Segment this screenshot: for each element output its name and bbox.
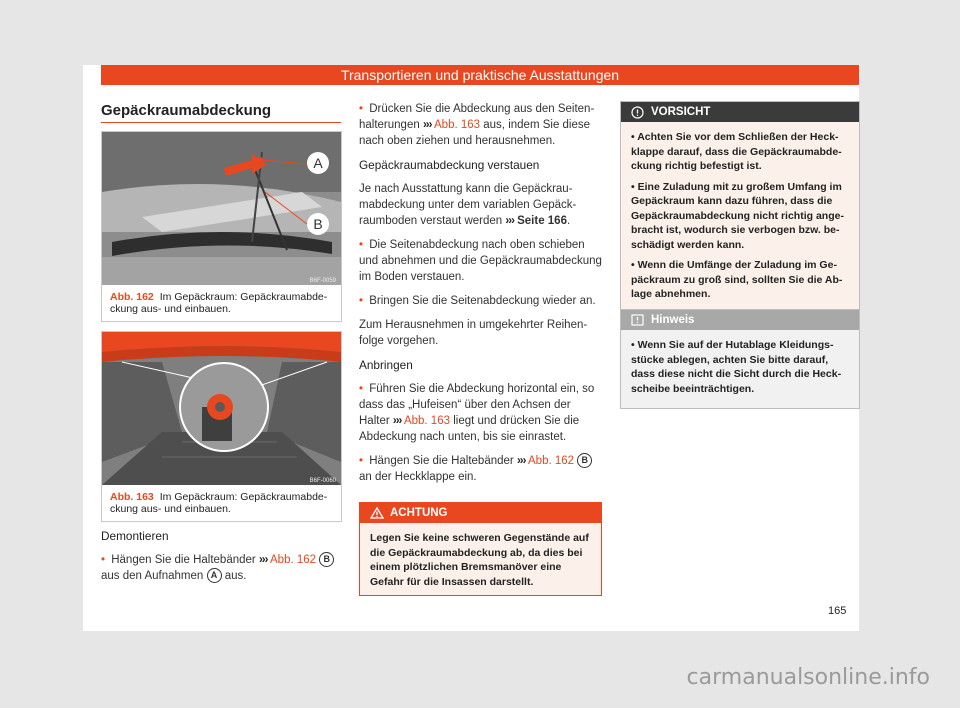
section-title: Gepäckraumabdeckung [101, 102, 272, 119]
figure-162-image [102, 132, 341, 285]
figure-link[interactable]: Abb. 163 [403, 415, 450, 427]
page-number: 165 [828, 605, 847, 617]
step-item: • Hängen Sie die Haltebänder ››› Abb. 162 B aus den Aufnahmen A aus. [101, 552, 341, 584]
caption-text: Im Gepäckraum: Gepäckraumabdeckung aus- und einbauen. [110, 491, 328, 515]
heading-demontieren: Demontieren [101, 529, 169, 543]
figure-link[interactable]: Abb. 162 [270, 554, 317, 566]
figure-163-image [102, 332, 341, 485]
step-item: • Drücken Sie die Abdeckung aus den Seitenhalterungen ››› Abb. 163 aus, indem Sie diese nach oben ziehen und herausnehmen. [359, 103, 595, 147]
step-item: • Bringen Sie die Seitenabdeckung wieder an. [359, 295, 596, 307]
heading-anbringen: Anbringen [359, 358, 413, 372]
section-rule [101, 122, 341, 123]
left-column-text [101, 528, 341, 584]
callout-a: A [313, 155, 323, 171]
heading-verstauen: Gepäckraumabdeckung verstauen [359, 158, 540, 172]
paragraph: Zum Herausnehmen in umgekehrter Reihenfolge vorgehen. [359, 319, 588, 347]
vorsicht-item: • Achten Sie vor dem Schließen der Heckklappe darauf, dass die Gepäckraumabdeckung richtig befestigt ist. [631, 131, 842, 172]
achtung-header [360, 503, 601, 523]
figure-number: Abb. 163 [110, 491, 154, 503]
marker-b: B [319, 552, 334, 567]
vorsicht-box [620, 101, 860, 315]
figure-code: B6F-0059 [309, 278, 336, 284]
middle-column-text [359, 101, 602, 493]
hinweis-header [621, 310, 859, 330]
step-item: • Die Seitenabdeckung nach oben schieben und abnehmen und die Gepäckraumabdeckung im Boden verstauen. [359, 239, 602, 283]
page-link[interactable]: Seite 166 [517, 215, 567, 227]
marker-b: B [577, 453, 592, 468]
vorsicht-header [621, 102, 859, 122]
achtung-text: Legen Sie keine schweren Gegenstände auf die Gepäckraumabdeckung ab, da dies bei einem plötzlichen Bremsmanöver eine Gefahr für die Insassen darstellt. [370, 532, 589, 588]
figure-link[interactable]: Abb. 162 [528, 455, 575, 467]
warning-icon [370, 507, 384, 519]
step-item: • Hängen Sie die Haltebänder ››› Abb. 162 B an der Heckklappe ein. [359, 453, 602, 485]
figure-link[interactable]: Abb. 163 [434, 119, 481, 131]
achtung-title: ACHTUNG [390, 507, 448, 519]
chapter-header: Transportieren und praktische Ausstattungen [101, 65, 859, 85]
figure-code: B6F-0060 [309, 478, 336, 484]
paragraph: Je nach Ausstattung kann die Gepäckraumabdeckung unter dem variablen Gepäckraumboden verstaut werden ››› Seite 166. [359, 183, 577, 227]
figure-163 [101, 331, 342, 522]
hinweis-body [621, 330, 859, 408]
hinweis-item: • Wenn Sie auf der Hutablage Kleidungsstücke ablegen, achten Sie bitte darauf, dass diese nicht die Sicht durch die Heckscheibe beeinträchtigen. [631, 339, 842, 395]
vorsicht-title: VORSICHT [651, 106, 711, 118]
figure-number: Abb. 162 [110, 291, 154, 303]
vorsicht-item: • Wenn die Umfänge der Zuladung im Gepäckraum zu groß sind, sollten Sie die Ablage abnehmen. [631, 259, 843, 300]
figure-162 [101, 131, 342, 322]
figure-162-caption [102, 285, 341, 321]
hinweis-box [620, 309, 860, 409]
marker-a: A [207, 568, 222, 583]
figure-163-caption [102, 485, 341, 521]
vorsicht-item: • Eine Zuladung mit zu großem Umfang im Gepäckraum kann dazu führen, dass die Gepäckraumabdeckung nicht richtig angebracht ist, wodurch sie verbogen bzw. beschädigt werden kann. [631, 180, 844, 251]
step-item: • Führen Sie die Abdeckung horizontal ein, so dass das „Hufeisen“ über den Achsen der Halter ››› Abb. 163 liegt und drücken Sie die Abdeckung nach unten, bis sie einrastet. [359, 383, 595, 443]
callout-b: B [313, 216, 323, 232]
caption-text: Im Gepäckraum: Gepäckraumabdeckung aus- und einbauen. [110, 291, 328, 315]
vorsicht-body [621, 122, 859, 314]
achtung-box [359, 502, 602, 596]
note-icon [631, 314, 644, 326]
hinweis-title: Hinweis [651, 314, 695, 326]
watermark: carmanualsonline.info [686, 665, 930, 690]
caution-icon [631, 106, 644, 119]
